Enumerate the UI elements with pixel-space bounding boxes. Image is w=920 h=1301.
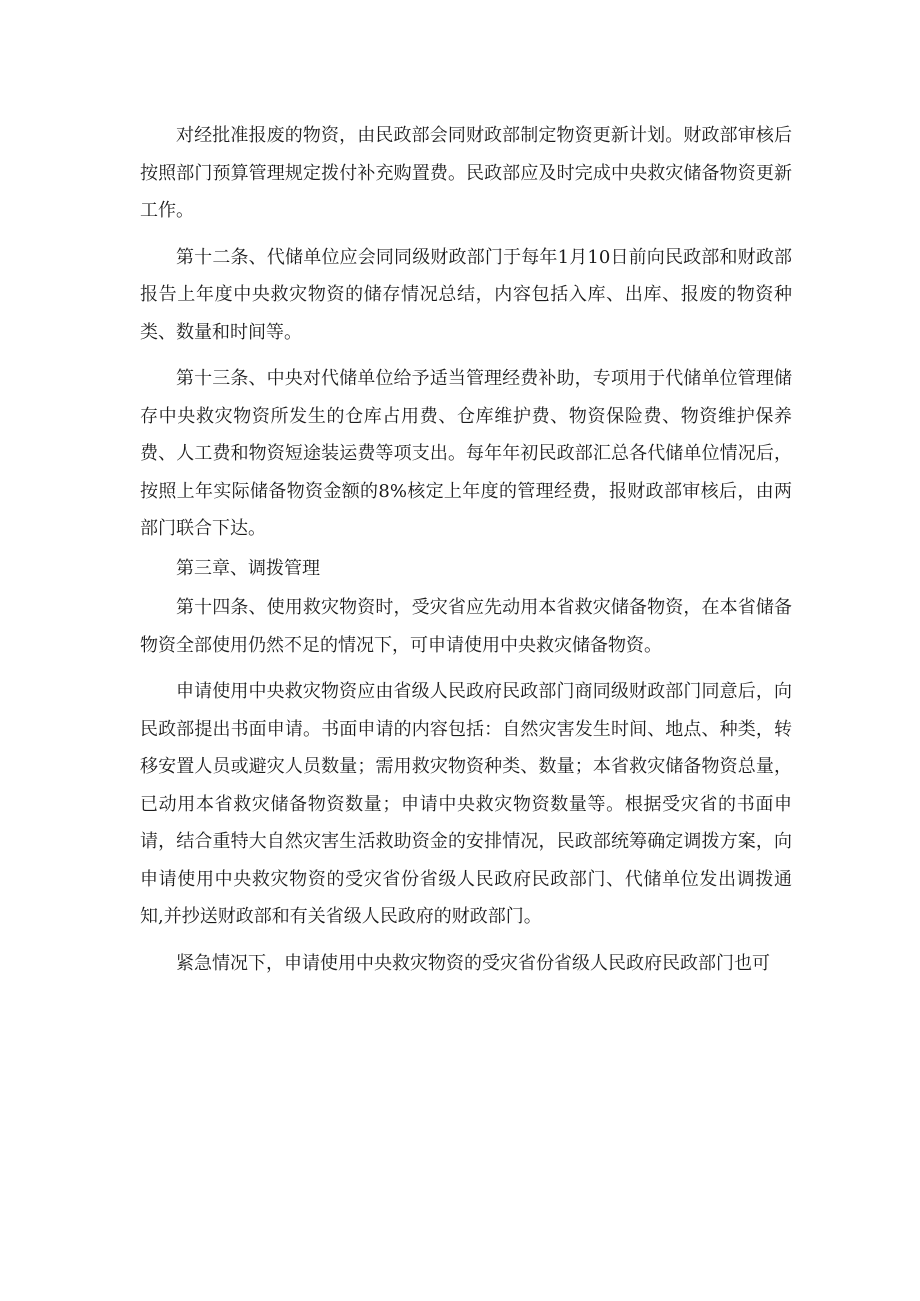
paragraph-application: 申请使用中央救灾物资应由省级人民政府民政部门商同级财政部门同意后，向民政部提出书面申请。书面申请的内容包括：自然灾害发生时间、地点、种类，转移安置人员或避灾人员数量；需用救灾物资种类、数量；本省救灾储备物资总量，已动用本省救灾储备物资数量；申请中央救灾物资数量等。根据受灾省的书面申请，结合重特大自然灾害生活救助资金的安排情况，民政部统筹确定调拨方案，向申请使用中央救灾物资的受灾省份省级人民政府民政部门、代储单位发出调拨通知,并抄送财政部和有关省级人民政府的财政部门。	[140, 681, 792, 927]
paragraph-article-14: 第十四条、使用救灾物资时，受灾省应先动用本省救灾储备物资，在本省储备物资全部使用仍然不足的情况下，可申请使用中央救灾储备物资。	[140, 597, 792, 656]
chapter-heading-allocation: 第三章、调拨管理	[176, 557, 320, 579]
paragraph-article-13: 第十三条、中央对代储单位给予适当管理经费补助，专项用于代储单位管理储存中央救灾物资所发生的仓库占用费、仓库维护费、物资保险费、物资维护保养费、人工费和物资短途装运费等项支出。每年年初民政部汇总各代储单位情况后，按照上年实际储备物资金额的8%核定上年度的管理经费，报财政部审核后，由两部门联合下达。	[140, 368, 792, 539]
paragraph-material-disposal: 对经批准报废的物资，由民政部会同财政部制定物资更新计划。财政部审核后按照部门预算管理规定拨付补充购置费。民政部应及时完成中央救灾储备物资更新工作。	[140, 125, 792, 221]
paragraph-article-12: 第十二条、代储单位应会同同级财政部门于每年1月10日前向民政部和财政部报告上年度中央救灾物资的储存情况总结，内容包括入库、出库、报废的物资种类、数量和时间等。	[140, 246, 792, 343]
document-body	[140, 117, 792, 991]
paragraph-emergency: 紧急情况下，申请使用中央救灾物资的受灾省份省级人民政府民政部门也可	[176, 952, 770, 974]
